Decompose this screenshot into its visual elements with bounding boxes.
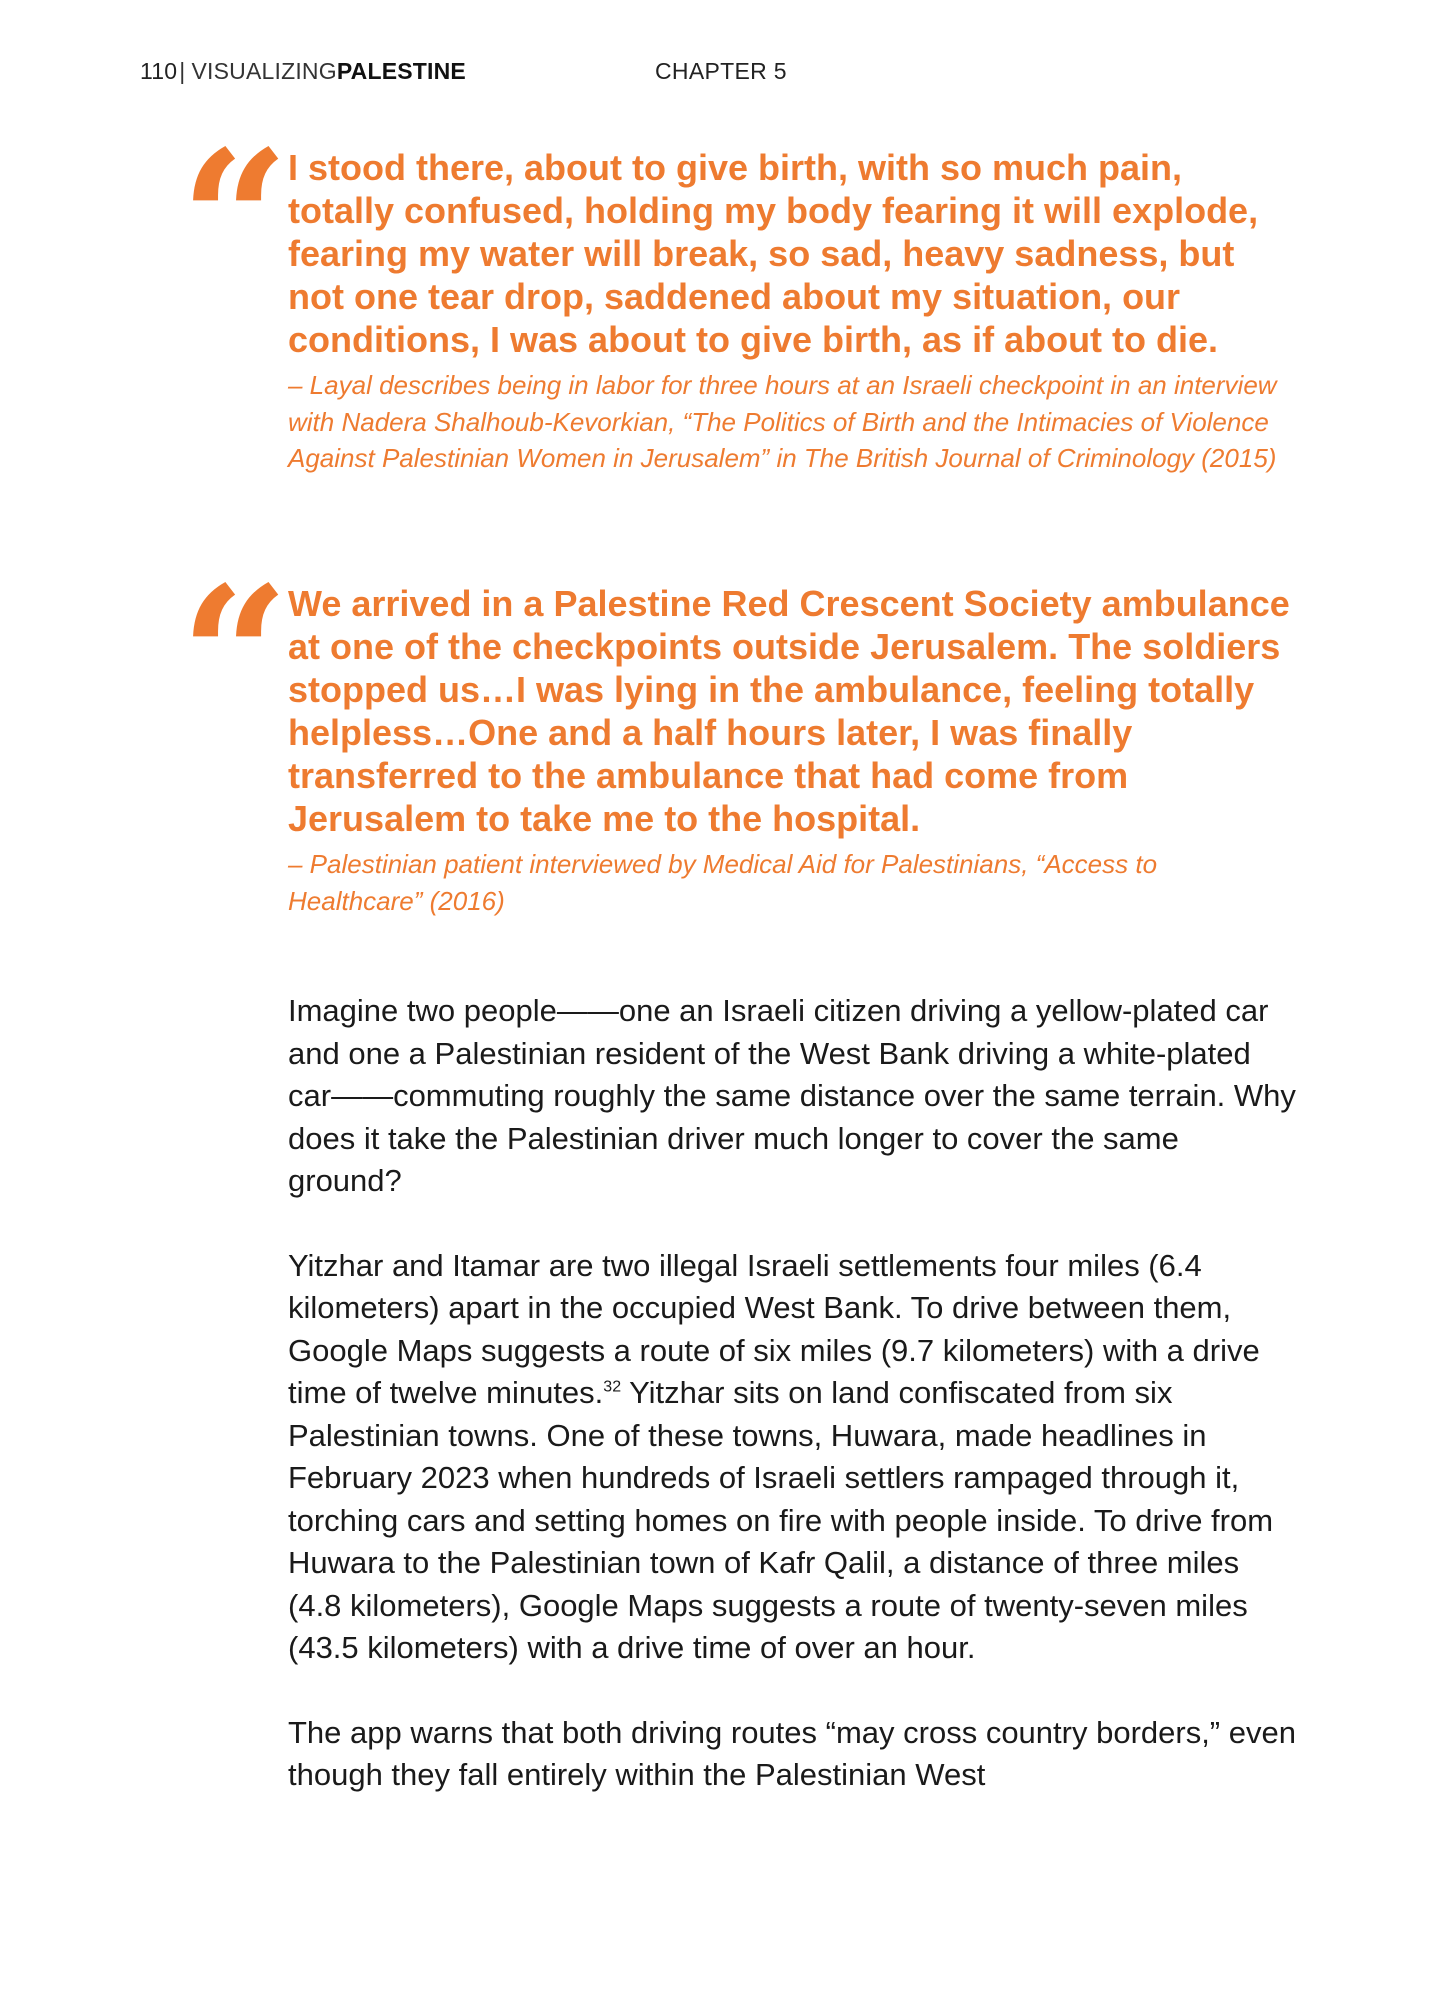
quote-text: I stood there, about to give birth, with so much pain, totally confused, holding my body fearing it will explode, fearing my water will break, so sad, heavy sadness, but not one tear drop, saddened about my situation, our conditions, I was about to give birth, as if about to die.	[288, 147, 1259, 360]
quote-text: We arrived in a Palestine Red Crescent Society ambulance at one of the checkpoints outside Jerusalem. The soldiers stopped us…I was lying in the ambulance, feeling totally helpless…One and a half hours later, I was finally transferred to the ambulance that had come from Jerusalem to take me to the hospital.	[288, 583, 1290, 839]
paragraph-2-text-cont: Yitzhar sits on land confiscated from six Palestinian towns. One of these towns, Huwara, made headlines in February 2023 when hundreds of Israeli settlers rampaged through it, torching cars and setting homes on fire with people inside. To drive from Huwara to the Palestinian town of Kafr Qalil, a distance of three miles (4.8 kilometers), Google Maps suggests a route of twenty-seven miles (43.5 kilometers) with a drive time of over an hour.	[288, 1375, 1274, 1665]
pull-quote-1	[180, 109, 1300, 477]
chapter-label: CHAPTER 5	[655, 58, 787, 84]
quotation-mark-icon: “	[180, 109, 290, 332]
paragraph-2-text: Yitzhar and Itamar are two illegal Israeli settlements four miles (6.4 kilometers) apart in the occupied West Bank. To drive between them, Google Maps suggests a route of six miles (9.7 kilometers) with a drive time of twelve minutes.	[288, 1247, 1260, 1410]
book-title-bold: PALESTINE	[336, 58, 466, 84]
page-number: 110	[140, 58, 178, 84]
quotation-mark-icon: “	[180, 545, 290, 768]
header-separator: |	[179, 58, 186, 84]
paragraph-3: The app warns that both driving routes “may cross country borders,” even though they fall entirely within the Palestinian West	[288, 1714, 1296, 1792]
quote-attribution: – Palestinian patient interviewed by Medical Aid for Palestinians, “Access to Healthcare” (2016)	[288, 849, 1158, 916]
body-text	[288, 990, 1298, 1839]
quote-attribution: – Layal describes being in labor for three hours at an Israeli checkpoint in an interview with Nadera Shalhoub-Kevorkian, “The Politics of Birth and the Intimacies of Violence Against Palestinian Women in Jerusalem” in The British Journal of Criminology (2015)	[288, 370, 1277, 473]
running-header	[140, 58, 466, 85]
paragraph-2	[288, 1245, 1298, 1670]
footnote-reference[interactable]: 32	[603, 1378, 622, 1396]
pull-quote-2	[180, 545, 1300, 919]
book-title-light: VISUALIZING	[191, 58, 337, 84]
paragraph-1: Imagine two people——one an Israeli citizen driving a yellow-plated car and one a Palestinian resident of the West Bank driving a white-plated car——commuting roughly the same distance over the same terrain. Why does it take the Palestinian driver much longer to cover the same ground?	[288, 993, 1296, 1198]
